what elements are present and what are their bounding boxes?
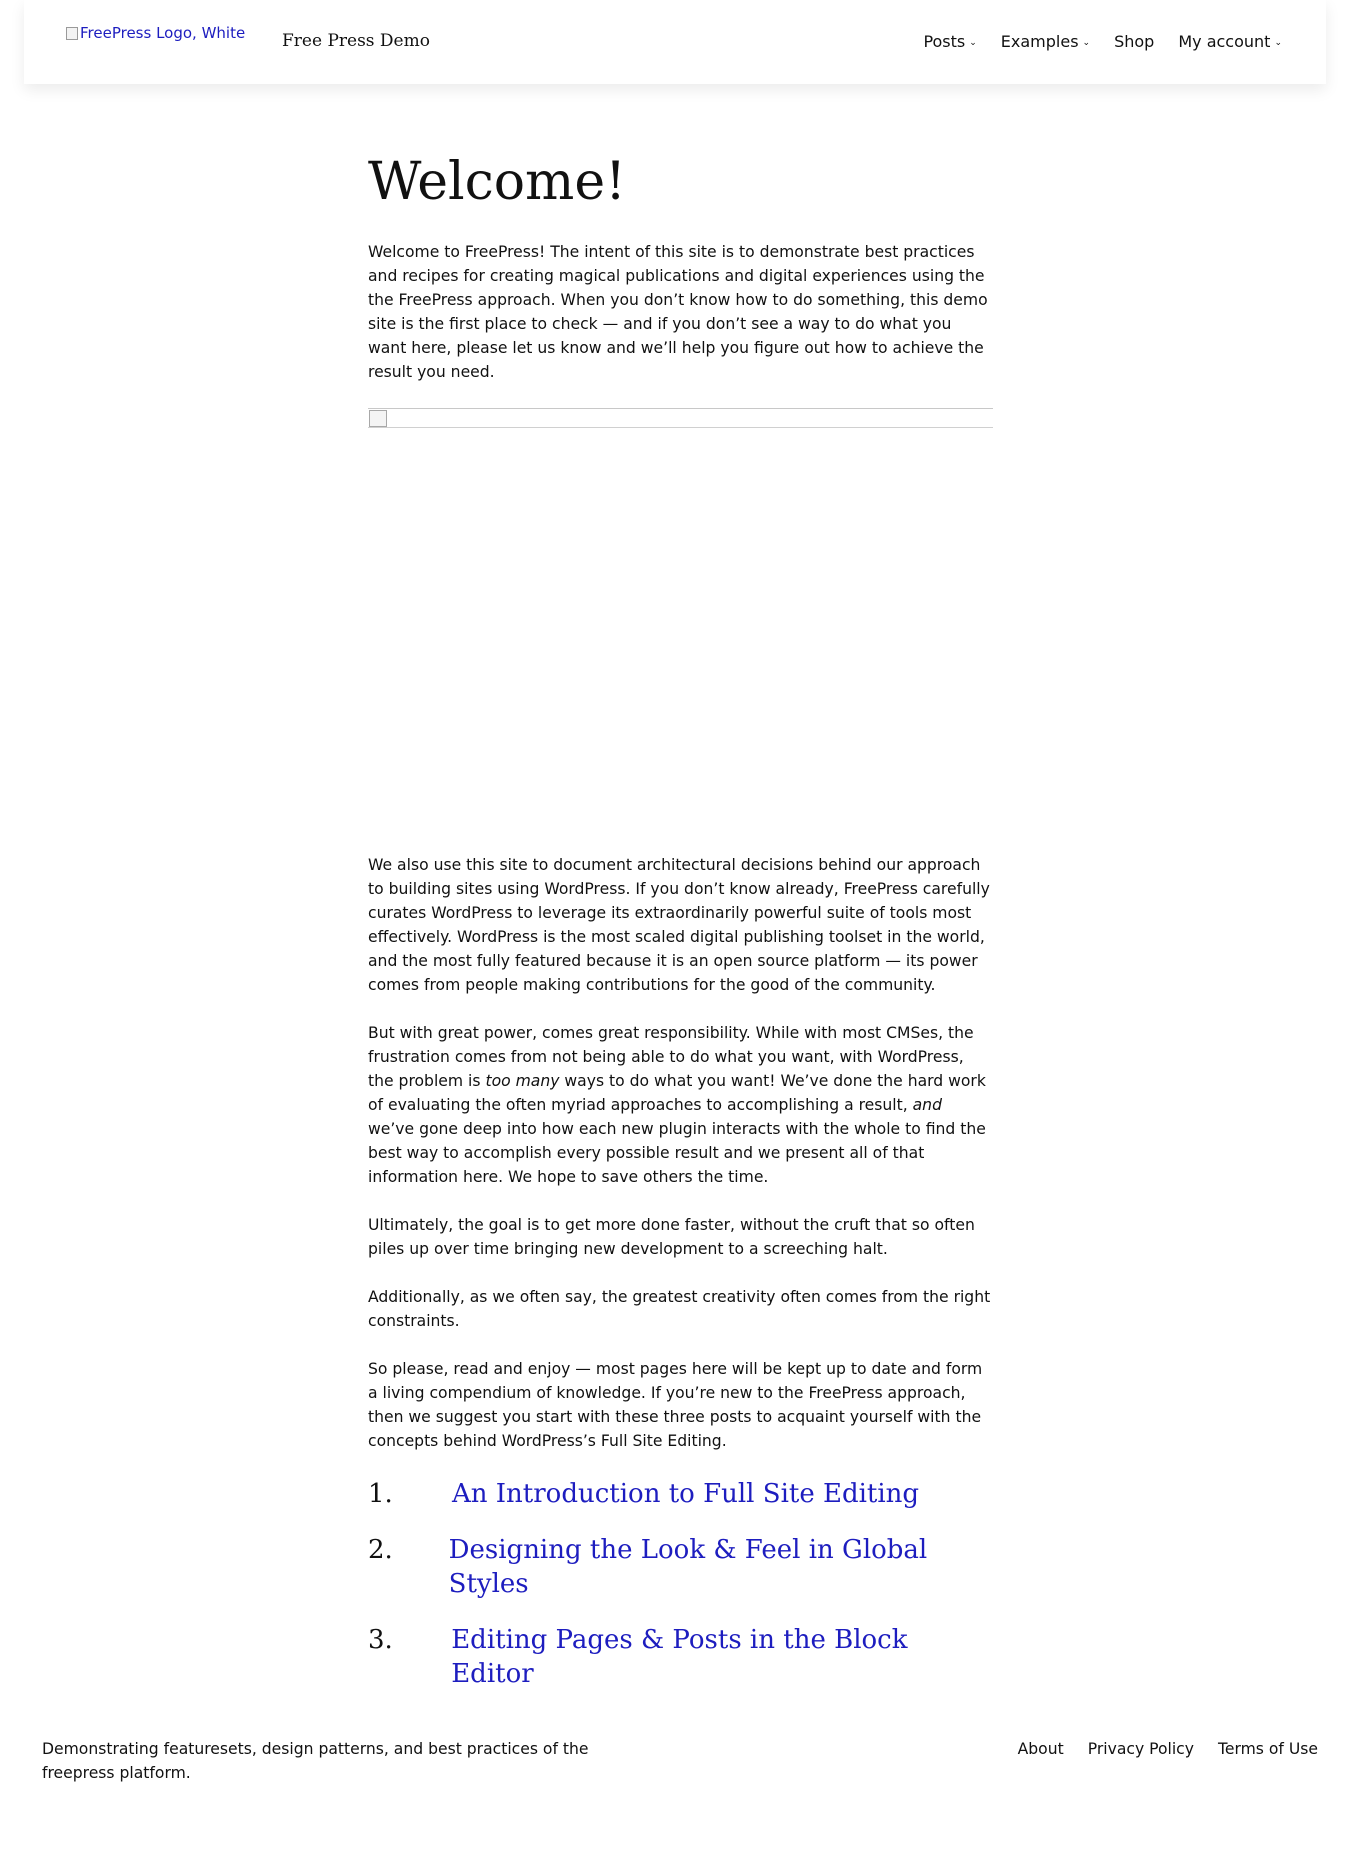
body-paragraph: So please, read and enjoy — most pages here will be kept up to date and form a living compendium of knowledge. If you’re new to the FreePress approach, then we suggest you start with these three posts to acquaint yourself with the concepts behind WordPress’s Full Site Editing. xyxy=(368,1360,983,1450)
body-paragraph: Ultimately, the goal is to get more done faster, without the cruft that so often piles up over time bringing new development to a screeching halt. xyxy=(368,1216,975,1258)
footer-link-privacy-policy[interactable]: Privacy Policy xyxy=(1087,1740,1194,1758)
nav-item-label: Examples xyxy=(1000,32,1079,51)
site-header xyxy=(24,0,1326,84)
logo-alt-text: FreePress Logo, White xyxy=(80,24,246,42)
intro-paragraph: Welcome to FreePress! The intent of this site is to demonstrate best practices and recipes for creating magical publications and digital experiences using the the FreePress approach. When you don’t know how to do something, this demo site is the first place to check — and if you don’t see a way to do what you want here, please let us know and we’ll help you figure out how to achieve the result you need. xyxy=(368,243,988,381)
featured-image xyxy=(368,408,993,829)
nav-item-label: My account xyxy=(1178,32,1271,51)
recommended-posts-list xyxy=(368,1477,993,1691)
chevron-down-icon: ⌄ xyxy=(969,37,977,48)
site-logo[interactable] xyxy=(66,24,245,42)
primary-nav xyxy=(923,32,1282,51)
body-paragraph: We also use this site to document architectural decisions behind our approach to building sites using WordPress. If you don’t know already, FreePress carefully curates WordPress to leverage its extraordinarily powerful suite of tools most effectively. WordPress is the most scaled digital publishing toolset in the world, and the most fully featured because it is an open source platform — its power comes from people making contributions for the good of the community. xyxy=(368,856,990,994)
footer-nav xyxy=(1018,1737,1318,1761)
post-link[interactable]: Editing Pages & Posts in the Block Editor xyxy=(451,1625,908,1689)
nav-item-examples[interactable] xyxy=(1001,32,1090,51)
post-link[interactable]: An Introduction to Full Site Editing xyxy=(452,1479,920,1509)
nav-item-shop[interactable] xyxy=(1114,32,1154,51)
text-run: ways to do what you want! We’ve done the hard work of evaluating the often myriad approaches to accomplishing a result, xyxy=(368,1072,986,1114)
footer-link-terms-of-use[interactable]: Terms of Use xyxy=(1218,1740,1318,1758)
chevron-down-icon: ⌄ xyxy=(1274,37,1282,48)
broken-image-icon xyxy=(66,27,78,40)
broken-image-icon xyxy=(369,410,387,427)
list-number: 2. xyxy=(368,1535,393,1565)
footer-link-about[interactable]: About xyxy=(1017,1740,1064,1758)
nav-item-label: Shop xyxy=(1114,32,1155,51)
text-run: we’ve gone deep into how each new plugin interacts with the whole to find the best way to accomplish every possible result and we present all of that information here. We hope to save others the time. xyxy=(368,1120,986,1186)
post-link[interactable]: Designing the Look & Feel in Global Styles xyxy=(448,1535,928,1599)
chevron-down-icon: ⌄ xyxy=(1082,37,1091,48)
list-number: 1. xyxy=(368,1479,393,1509)
main-content xyxy=(368,150,993,1713)
nav-item-label: Posts xyxy=(923,32,966,51)
image-frame xyxy=(368,409,993,428)
body-paragraph xyxy=(368,1021,993,1189)
nav-item-my-account[interactable] xyxy=(1178,32,1282,51)
list-number: 3. xyxy=(368,1625,393,1655)
body-paragraph: Additionally, as we often say, the greatest creativity often comes from the right constraints. xyxy=(368,1288,991,1330)
footer-tagline: Demonstrating featuresets, design patterns, and best practices of the freepress platform. xyxy=(42,1740,589,1782)
list-item xyxy=(368,1533,993,1601)
site-title-link[interactable]: Free Press Demo xyxy=(282,31,430,51)
emphasis-text: and xyxy=(912,1096,942,1114)
emphasis-text: too many xyxy=(485,1072,560,1090)
list-item xyxy=(368,1623,993,1691)
page-title: Welcome! xyxy=(368,152,627,212)
list-item xyxy=(368,1477,993,1511)
text-run: But with great power, comes great responsibility. While with most CMSes, the frustration comes from not being able to do what you want, with WordPress, the problem is xyxy=(368,1024,974,1090)
nav-item-posts[interactable] xyxy=(923,32,976,51)
